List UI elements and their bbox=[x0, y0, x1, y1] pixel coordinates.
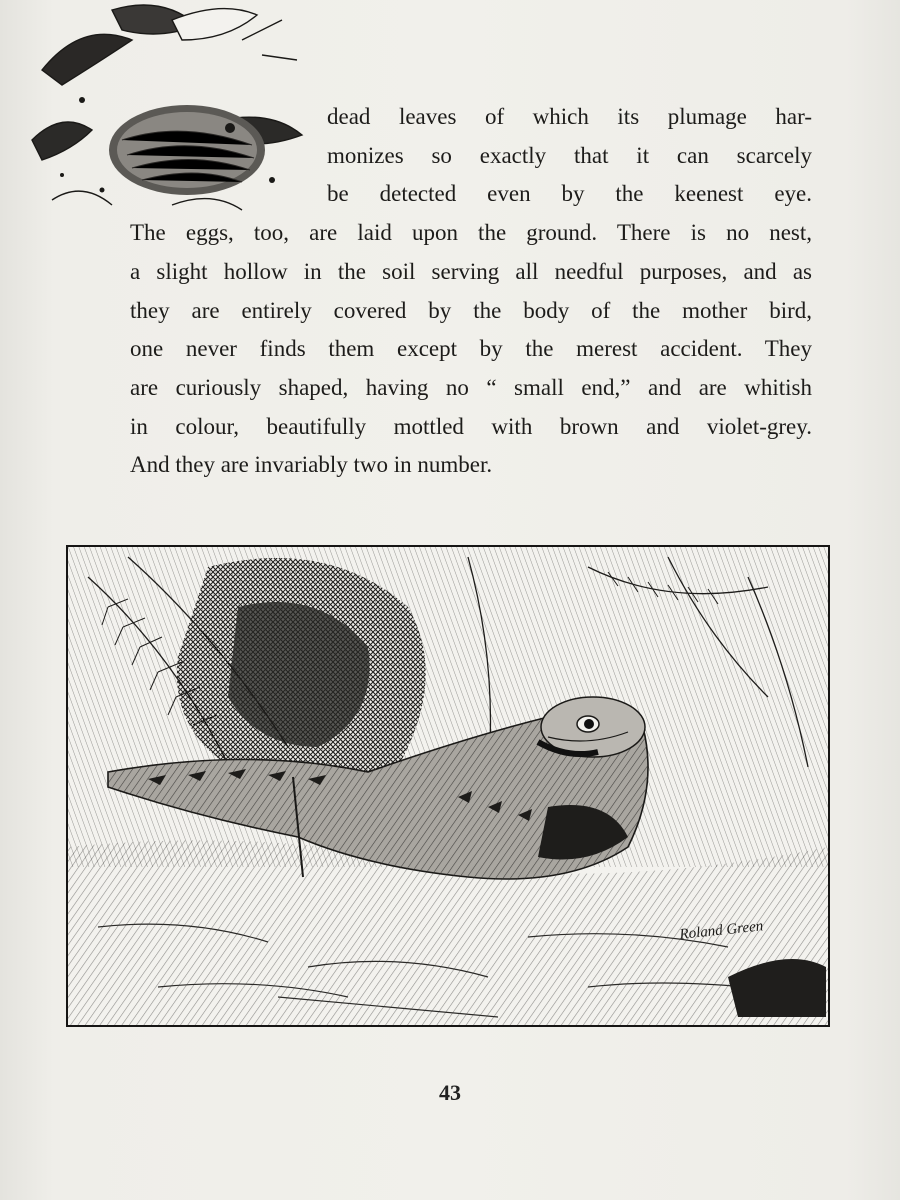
text-line: are curiously shaped, having no “ small end,” and are whitish bbox=[130, 374, 812, 400]
text-line: be detected even by the keenest eye. bbox=[327, 181, 812, 207]
text-line: dead leaves of which its plumage har- bbox=[327, 104, 812, 129]
nightjar-plate-illustration bbox=[66, 545, 830, 1027]
text-line: they are entirely covered by the body of the mother bird, bbox=[130, 297, 812, 323]
plate-drawing bbox=[68, 547, 828, 1025]
artist-signature: Roland Green bbox=[678, 918, 764, 943]
text-line: one never finds them except by the merest accident. They bbox=[130, 336, 812, 362]
text-line: And they are invariably two in number. bbox=[130, 452, 493, 478]
text-line: monizes so exactly that it can scarcely bbox=[327, 142, 812, 168]
text-line: in colour, beautifully mottled with brown and violet-grey. bbox=[130, 413, 812, 439]
text-line: a slight hollow in the soil serving all needful purposes, and as bbox=[130, 258, 812, 284]
page-number: 43 bbox=[439, 1080, 461, 1105]
text-line: The eggs, too, are laid upon the ground. There is no nest, bbox=[130, 220, 812, 246]
body-text bbox=[130, 98, 812, 485]
